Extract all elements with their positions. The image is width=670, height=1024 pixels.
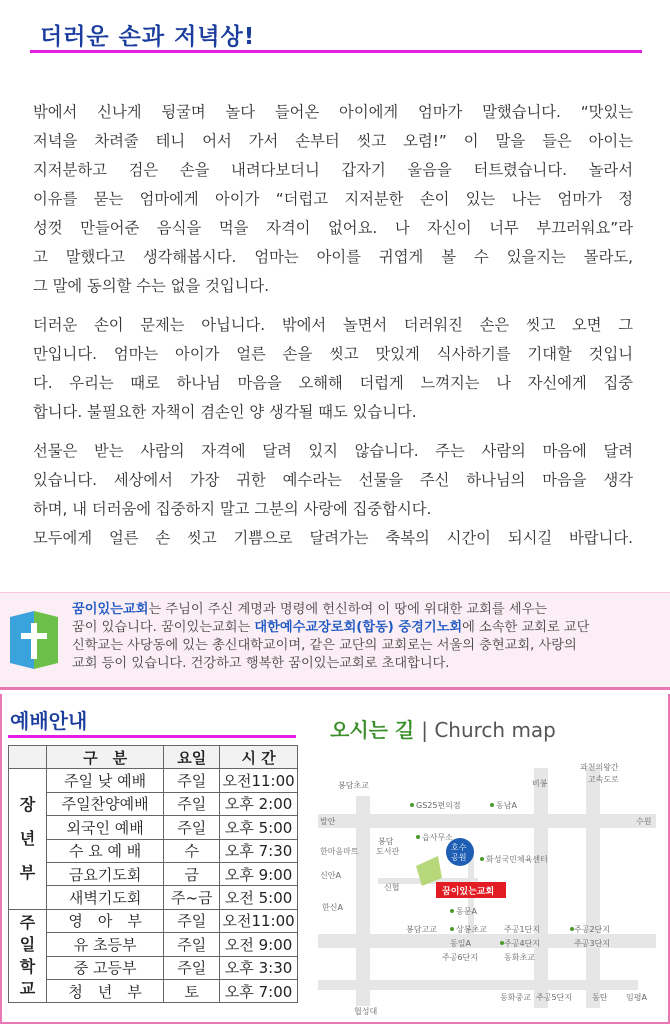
denomination-highlight: 대한예수교장로회(합동) 중경기노회 xyxy=(254,620,463,635)
intro-line-4: 교회 등이 있습니다. 건강하고 행복한 꿈이있는교회로 초대합니다. xyxy=(72,656,450,671)
table-row xyxy=(9,862,298,885)
map-label: 주공2단지 xyxy=(574,925,611,934)
article-line: 만입니다. 엄마는 아이가 얼른 손을 씻고 맛있게 식사하기를 기대할 것입니 xyxy=(33,345,633,363)
table-cell: 주일 xyxy=(164,816,220,839)
map-label: 상봉초교 xyxy=(456,925,487,934)
map-label: 주공6단지 xyxy=(442,953,479,962)
table-row xyxy=(9,816,298,839)
article-line: 하며, 내 더러움에 집중하지 말고 그분의 사랑에 집중합시다. xyxy=(33,500,432,518)
table-cell: 오후 7:00 xyxy=(220,979,298,1002)
table-cell: 오전 5:00 xyxy=(220,886,298,909)
map-label: 봉담초교 xyxy=(338,781,369,790)
table-cell: 주일 xyxy=(164,769,220,792)
group-label-adult xyxy=(9,769,47,909)
article-line: 그 말에 동의할 수는 없을 것입니다. xyxy=(33,277,270,295)
map-label: 호수 xyxy=(451,843,467,852)
park-marker xyxy=(446,838,474,866)
map-subtitle: | Church map xyxy=(421,718,556,742)
group-label-sunday-school xyxy=(9,909,47,1003)
map-label: 주공4단지 xyxy=(504,939,541,948)
map-label: 신안A xyxy=(320,871,341,880)
article-paragraph-1 xyxy=(33,98,633,301)
table-cell: 수 요 예 배 xyxy=(46,839,164,862)
map-label: 봉담고교 xyxy=(406,925,437,934)
church-map xyxy=(318,706,664,1018)
table-row xyxy=(9,886,298,909)
article-line: 성껏 만들어준 음식을 먹을 자격이 없어요. 나 자신이 너무 부끄러워요”라 xyxy=(33,219,633,237)
article-line: 이유를 묻는 엄마에게 아이가 “더럽고 지저분한 손이 있는 나는 엄마가 정 xyxy=(33,190,633,208)
map-label: GS25편의점 xyxy=(416,801,461,810)
table-header: 시 간 xyxy=(220,746,298,769)
intro-text xyxy=(72,601,654,673)
article-body xyxy=(33,98,633,563)
table-cell: 오후 5:00 xyxy=(220,816,298,839)
table-header: 구 분 xyxy=(46,746,164,769)
map-label: 수원 xyxy=(636,817,652,826)
page-title: 더러운 손과 저녁상! xyxy=(40,24,256,50)
article-line: 합니다. 불필요한 자책이 겸손인 양 생각될 때도 있습니다. xyxy=(33,403,417,421)
intro-line-2 xyxy=(72,619,654,637)
table-row xyxy=(9,792,298,815)
map-label: 협성대 xyxy=(354,1007,378,1016)
map-label: 발안 xyxy=(320,817,336,826)
table-cell: 오후 2:00 xyxy=(220,792,298,815)
map-label: 동탄 xyxy=(592,993,608,1002)
table-cell: 오후 3:30 xyxy=(220,956,298,979)
table-cell: 주일 xyxy=(164,933,220,956)
group-label-text: 장년부 xyxy=(19,795,36,883)
table-cell: 외국인 예배 xyxy=(46,816,164,839)
table-cell: 금 xyxy=(164,862,220,885)
map-title-text: 오시는 길 xyxy=(330,718,415,742)
table-cell: 오전 9:00 xyxy=(220,933,298,956)
intro-text-segment: 는 주님이 주신 계명과 명령에 헌신하여 이 땅에 위대한 교회를 세우는 xyxy=(148,602,548,617)
intro-line-3: 신학교는 사당동에 있는 총신대학교이며, 같은 교단의 교회로는 서울의 충현교회, 사랑의 xyxy=(72,638,577,653)
map-label: 주공1단지 xyxy=(504,925,541,934)
map-label: 동화초교 xyxy=(504,953,535,962)
article-line: 저녁을 차려줄 테니 어서 가서 손부터 씻고 오렴!” 이 말을 들은 아이는 xyxy=(33,132,633,150)
article-line: 다. 우리는 때로 하나님 마음을 오해해 더럽게 느껴지는 나 자신에게 집중 xyxy=(33,374,633,392)
title-underline xyxy=(30,50,642,53)
table-cell: 주일 xyxy=(164,792,220,815)
map-label: 동화중교 xyxy=(500,993,531,1002)
intro-text-segment: 에 소속한 교회로 교단 xyxy=(462,620,590,635)
table-cell: 금요기도회 xyxy=(46,862,164,885)
worship-title: 예배안내 xyxy=(10,709,88,733)
table-header: 요일 xyxy=(164,746,220,769)
map-label: 고속도로 xyxy=(588,775,619,784)
table-header-row xyxy=(9,746,298,769)
table-cell: 토 xyxy=(164,979,220,1002)
map-label: 공원 xyxy=(451,853,467,862)
table-cell: 새벽기도회 xyxy=(46,886,164,909)
table-row xyxy=(9,956,298,979)
table-row xyxy=(9,979,298,1002)
table-cell: 주~금 xyxy=(164,886,220,909)
article-line: 고 말했다고 생각해봅시다. 엄마는 아이를 귀엽게 볼 수 있을지는 몰라도, xyxy=(33,248,633,266)
worship-table xyxy=(8,745,298,1003)
map-label: 한신A xyxy=(322,903,343,912)
map-label: 꿈이있는교회 xyxy=(442,887,495,897)
church-intro-banner xyxy=(0,592,670,690)
intro-line-1 xyxy=(72,601,654,619)
table-row xyxy=(9,769,298,792)
article-line: 선물은 받는 사람의 자격에 달려 있지 않습니다. 주는 사람의 마음에 달려 xyxy=(33,442,633,460)
table-row xyxy=(9,909,298,932)
table-header-blank xyxy=(9,746,47,769)
map-label: 봉담 xyxy=(378,837,394,846)
map-label: 읍사무소 xyxy=(422,833,453,842)
map-label: 도서관 xyxy=(376,847,400,856)
map-label: 동일A xyxy=(450,939,471,948)
table-cell: 수 xyxy=(164,839,220,862)
article-line: 모두에게 얼른 손 씻고 기쁨으로 달려가는 축복의 시간이 되시길 바랍니다. xyxy=(33,529,633,547)
map-label: 동문A xyxy=(456,907,477,916)
map-label: 비봉 xyxy=(532,779,548,788)
map-label: 동남A xyxy=(496,801,517,810)
table-cell: 오후 7:30 xyxy=(220,839,298,862)
article-paragraph-2 xyxy=(33,311,633,427)
table-cell: 주일찬양예배 xyxy=(46,792,164,815)
table-cell: 중 고등부 xyxy=(46,956,164,979)
table-row xyxy=(9,839,298,862)
worship-title-underline xyxy=(8,735,296,738)
map-label: 신협 xyxy=(384,883,400,892)
table-cell: 오후 9:00 xyxy=(220,862,298,885)
intro-text-segment: 꿈이 있습니다. 꿈이있는교회는 xyxy=(72,620,255,635)
article-paragraph-3 xyxy=(33,437,633,553)
worship-schedule xyxy=(8,705,298,1001)
table-row xyxy=(9,933,298,956)
table-cell: 주일 낮 예배 xyxy=(46,769,164,792)
map-title xyxy=(330,714,556,743)
article-line: 있습니다. 세상에서 가장 귀한 예수라는 선물을 주신 하나님의 마음을 생각 xyxy=(33,471,633,489)
article-line: 더러운 손이 문제는 아닙니다. 밖에서 놀면서 더러워진 손은 씻고 오면 그 xyxy=(33,316,633,334)
map-label: 화성국민체육센터 xyxy=(486,855,548,864)
map-label: 과천의왕간 xyxy=(580,763,619,772)
cross-book-icon xyxy=(10,611,58,669)
table-cell: 오전11:00 xyxy=(220,909,298,932)
title-block xyxy=(30,16,642,52)
map-label: 주공5단지 xyxy=(536,993,573,1002)
table-cell: 주일 xyxy=(164,956,220,979)
group-label-text: 주일학교 xyxy=(19,913,36,999)
article-line: 지저분하고 검은 손을 내려다보더니 갑자기 울음을 터트렸습니다. 놀라서 xyxy=(33,161,633,179)
table-cell: 유 초등부 xyxy=(46,933,164,956)
map-label: 한마음마트 xyxy=(320,847,359,856)
map-label: 임평A xyxy=(626,993,647,1002)
table-cell: 영 아 부 xyxy=(46,909,164,932)
table-cell: 오전11:00 xyxy=(220,769,298,792)
map-graphic xyxy=(318,748,664,1018)
table-cell: 청 년 부 xyxy=(46,979,164,1002)
church-name-highlight: 꿈이있는교회 xyxy=(72,602,149,617)
table-cell: 주일 xyxy=(164,909,220,932)
article-line: 밖에서 신나게 뒹굴며 놀다 들어온 아이에게 엄마가 말했습니다. “맛있는 xyxy=(33,103,633,121)
map-label: 주공3단지 xyxy=(574,939,611,948)
